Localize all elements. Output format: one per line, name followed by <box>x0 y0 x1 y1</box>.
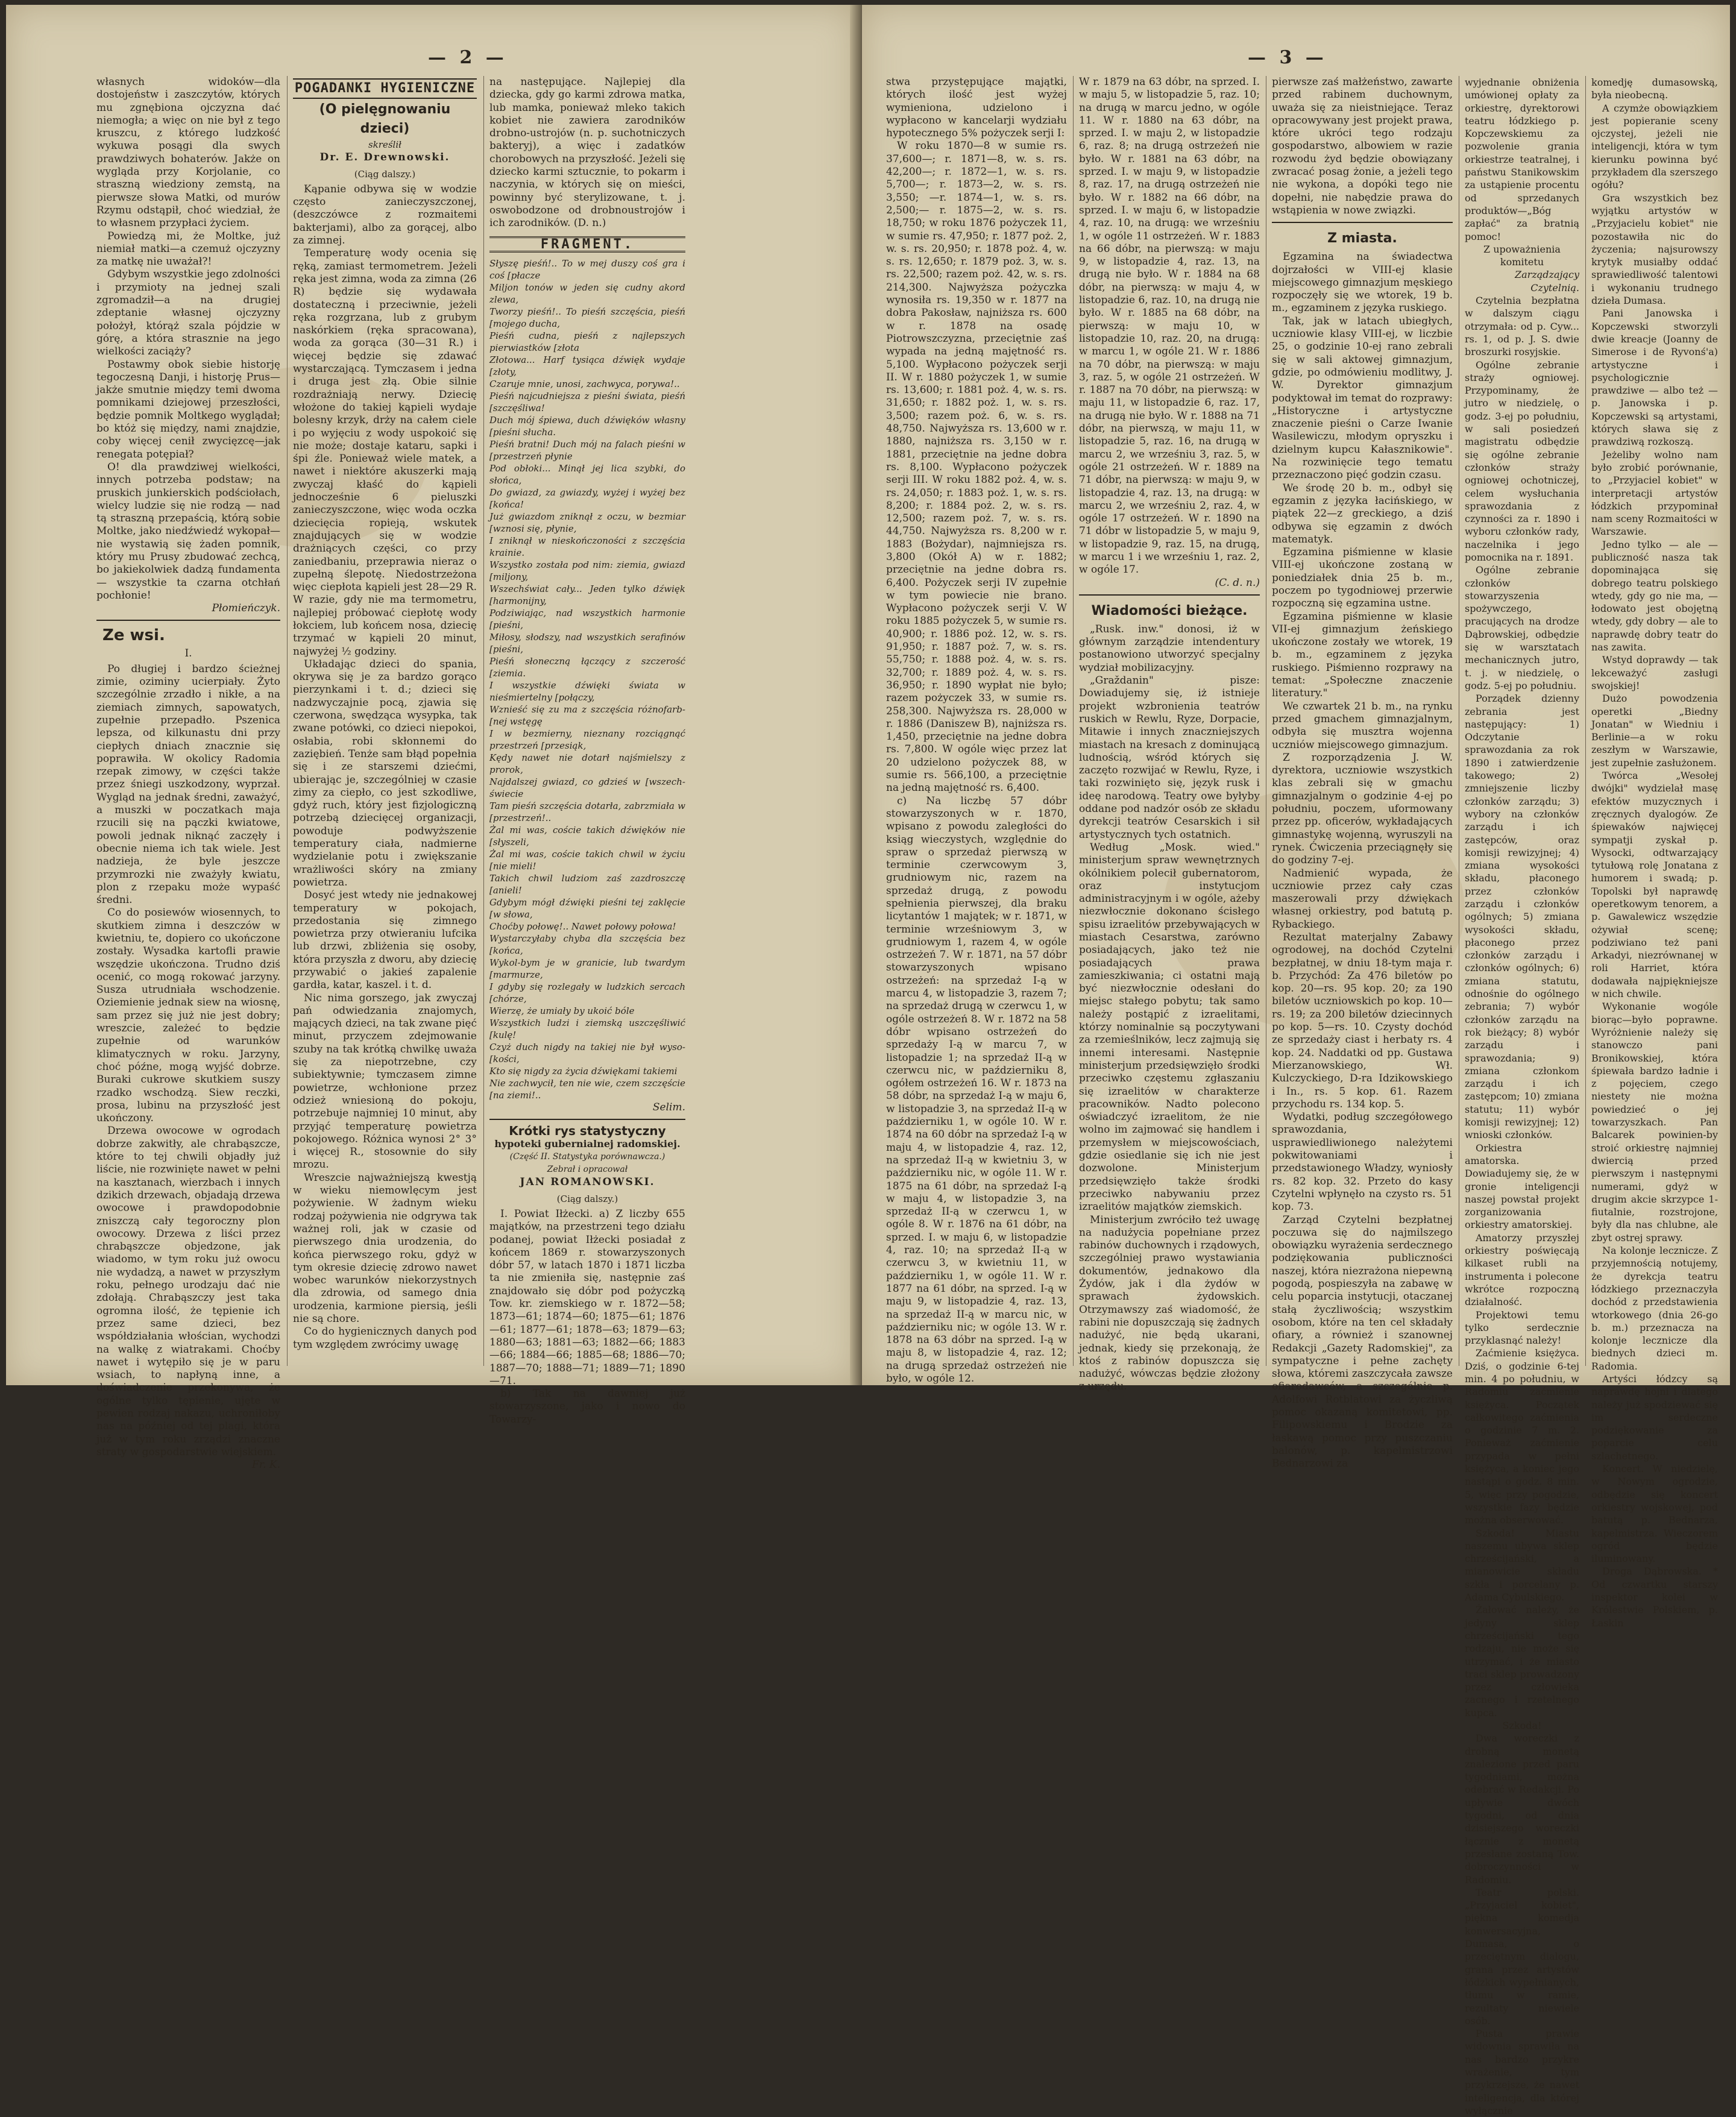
article-text: W roku 1870—8 w sumie rs. 37,600—; r. 1871—8, w. s. rs. 42,200—; r. 1872—1, w. s. rs. 5,700—; r. 1873—2, w. s. rs. 3,550; —r. 1874—1, w. s. rs. 2,500;— r. 1875—2, w. s. rs. 18,750; w roku 1876 pożyczek 11, w sumie rs. 47,950; r. 1877 poż. 2, w. s. rs. 20,950; r. 1878 poż. 4, w. s. rs. 12,650; r. 1879 poż. 3, w. s. rs. 22,500; razem poż. 42, w. s. rs. 214,300. Najwyższa pożyczka wynosiła rs. 19,350 w r. 1877 na dobra Pakosław, najniższa rs. 600 w r. 1878 na osadę Piotrowszczyzna, przeciętnie zaś wypada na jedną majętność rs. 5,100. Wypłacono pożyczek serji II. W r. 1880 pożyczek 1, w sumie rs. 13,600; r. 1881 poż. 4, w. s. rs. 31,650; r. 1882 poż. 1, w. s. rs. 3,500; razem poż. 6, w. s. rs. 48,750. Najwyższa rs. 13,600 w r. 1880, najniższa rs. 3,150 w r. 1881, przeciętnie na jedne dobra rs. 8,100. Wypłacono pożyczek serji III. W roku 1882 poż. 4, w. s. rs. 24,050; r. 1883 poż. 1, w. s. rs. 8,200; r. 1884 poż. 2, w. s. rs. 12,500; razem poż. 7, w. s. rs. 44,750. Najwyższa rs. 8,200 w r. 1883 (Bożydar), najmniejsza rs. 3,800 (Okół A) w r. 1882; przeciętnie na jedne dobra rs. 6,400. Pożyczek serji IV zupełnie w tym powiecie nie brano. Wypłacono pożyczek serji V. W roku 1885 pożyczek 5, w sumie rs. 40,900; r. 1886 poż. 12, w. s. rs. 91,950; r. 1887 poż. 7, w. s. rs. 55,750; r. 1888 poż. 4, w. s. rs. 32,700; r. 1889 poż. 4, w. s. rs. 36,950; r. 1890 wypłat nie było; razem pożyczek 33, w sumie rs. 258,300. Najwyższa rs. 28,000 w r. 1886 (Daniszew B), najniższa rs. 1,450, przeciętnie na jedne dobra rs. 7,800. W ogóle więc przez lat 20 udzielono pożyczek 88, w sumie rs. 566,100, a przeciętnie na jedną majętność rs. 6,400. <box>886 140 1067 794</box>
article-text: I. Powiat Iłżecki. a) Z liczby 655 majątków, na przestrzeni tego działu podanej, powiat Iłżecki posiadał z końcem 1869 r. stowarzyszonych dóbr 57, w latach 1870 i 1871 liczba ta nie zmieniła się, następnie zaś znajdowało się dóbr pod pożyczką Tow. kr. ziemskiego w r. 1872—58; 1873—61; 1874—60; 1875—61; 1876—61; 1877—61; 1878—63; 1879—63; 1880—63; 1881—63; 1882—66; 1883—66; 1884—66; 1885—68; 1886—70; 1887—70; 1888—71; 1889—71; 1890—71. <box>489 1207 685 1387</box>
article-title: POGADANKI HYGIENICZNE <box>293 78 477 99</box>
column-rule <box>287 76 288 1366</box>
article-text: Temperaturę wody ocenia się ręką, zamiast termometrem. Jeżeli ręka jest zimna, woda za zimna (26 R) będzie się wydawała dostateczną i przeciwnie, jeżeli ręka rozgrzana, lub z grubym naskórkiem (ręka spracowana), woda za gorąca (30—31 R.) i więcej będzie się zdawać wystarczającą. Tymczasem i jedna i druga jest złą. Obie silnie rozdrażniają nerwy. Dziecię włożone do takiej kąpieli wydaje bolesny krzyk, drży na całem ciele i po wyjęciu z wody uspokoić się nie może; dostaje kataru, sapki i śpi źle. Ponieważ wiele matek, a nawet i niektóre akuszerki mają zwyczaj kłaść do kąpieli jednocześnie 6 pieluszki zanieczyszczone, więc woda oczka dziecięcia ropieją, wskutek znajdujących się w wodzie drażniących części, co przy zaniedbaniu, przeprawia nieraz o zupełną ślepotę. Niedostrzeżona więc ciepłota kąpieli jest 28—29 R. W razie, gdy nie ma termometru, najlepiej próbować ciepłotę wody łokciem, lub końcem nosa, dziecię trzymać w kąpieli 20 minut, najwyżej ½ godziny. <box>293 247 477 658</box>
poem-line: I gdyby się rozlegały w ludzkich sercach [chórze, <box>489 981 685 1004</box>
poem-line: Słyszę pieśń!.. To w mej duszy coś gra i coś [płacze <box>489 257 685 281</box>
news-item: Szkoda! <box>1502 1720 1542 1731</box>
news-item: Amatorzy przyszłej orkiestry poświęcają kilkaset rubli na instrumenta i polecone wkrótce rozpoczną działalność. <box>1465 1232 1579 1308</box>
news-item: Wydatki, podług szczegółowego sprawozdania, usprawiedliwionego należytemi pokwitowaniami i przedstawionego Władzy, wyniosły rs. 82 kop. 32. Przeto do kasy Czytelni wpłynęło na czysto rs. 51 kop. 73. <box>1272 1111 1453 1213</box>
article-text: Drzewa owocowe w ogrodach dobrze zakwitły, ale chrabąszcze, które to tej chwili objadły już liście, nie rozwinięte nawet w pełni na kasztanach, wierzbach i innych dzikich drzewach, objadają drzewa owocowe i prawdopodobnie zniszczą cały tegoroczny plon owocowy. Drzewa z liści przez chrabąszcze objedzone, jak wiadomo, w tym roku już owocu nie wydadzą, a nawet w przyszłym roku, pełnego urodzaju dać nie zdołają. Chrabąszczy jest taka ogromna ilość, że tępienie ich przez same dzieci, bez współdziałania włościan, wychodzi na walkę z wiatrakami. Choćby nawet i wytępiło się je w paru wsiach, to napłyną inne, a doświadczenie przekonywa, że ogólne tylko tępienie, ujęte w pewien rodzaj nakazu, uchroniłoby nas na później od tej plagi, która już w tym roku zrządzi znaczne straty w gospodarstwie wiejskiem. <box>96 1125 280 1458</box>
section-number: I. <box>184 647 192 660</box>
news-item: Koncert. W niedzielę, w Nowym ogrodzie, odbędzie się koncert orkiestry wojskowej, pod batutą p. Bednarza, kapelmistrza. Wieczorem ogród będzie iluminowany. <box>1591 1463 1718 1565</box>
news-item: Orkiestra amatorska. Dowiadujemy się, że w gronie inteligencji naszej powstał projekt zorganizowania orkiestry amatorskiej. <box>1465 1142 1579 1231</box>
signature: Płomieńczyk. <box>212 602 280 615</box>
news-item: komedję dumasowską, była nieobecną. <box>1591 77 1718 101</box>
newspaper-spread <box>6 5 1730 2116</box>
poem-line: Pieśń bratni! Duch mój na falach pieśni w [przestrzeń płynie <box>489 438 685 462</box>
poem-line: Najdalszej gwiazd, co gdzieś w [wszech- świecie <box>489 776 685 799</box>
poem-line: Żal mi was, coście takich dźwięków nie [słyszeli, <box>489 824 685 848</box>
stat-subtitle: hypoteki gubernialnej radomskiej. <box>494 1138 681 1150</box>
article-text: Wreszcie najważniejszą kwestją w wieku niemowlęcym jest pożywienie. W żadnym wieku rodzaj pożywienia nie odgrywa tak ważnej roli, jak w czasie od pierwszego dnia urodzenia, do końca pierwszego roku, gdyż w tym okresie dziecię zdrowo nawet wobec warunków niekorzystnych dla zdrowia, od samego dnia urodzenia, karmione piersią, jeśli nie są chore. <box>293 1171 477 1326</box>
news-item: Wykonanie wogóle biorąc—było poprawne. Wyróżnienie należy się stanowczo pani Bronikowskiej, która śpiewała bardzo ładnie i z pojęciem, czego niestety nie można powiedzieć o jej towarzyszkach. Pan Balcarek powinien-by stroić orkiestrę najmniej dwiercią przed pierwszym i następnymi numerami, gdyż w drugim akcie skrzypce 1-fiutalnie, rozstrojone, były dla nas chlubne, ale zbyt ostrej sprawy. <box>1591 1001 1718 1244</box>
article-text: Co do hygienicznych danych pod tym względem zwrócimy uwagę <box>293 1326 477 1351</box>
poem-line: Żal mi was, coście takich chwil w życiu [nie mieli! <box>489 848 685 872</box>
fragment-title: FRAGMENT. <box>489 236 685 253</box>
page-number-left: — 2 — <box>428 47 508 68</box>
news-item: Projektowi temu tylko serdecznie przyklasnąć należy! <box>1465 1309 1579 1347</box>
article-text: Dosyć jest wtedy nie jednakowej temperatury w pokojach, przedostania się zimnego powietrza przy otwieraniu lufcika lub drzwi, zbliżenia się osoby, która przyszła z dworu, aby dziecię przywabić o jakieś zapalenie gardła, katar, kaszel. i t. d. <box>293 889 477 992</box>
poem-line: I zniknął w nieskończoności z szczęścia krainie. <box>489 535 685 558</box>
news-item: Jedno tylko — ale — publiczność nasza tak dopominająca się dobrego teatru polskiego wtedy, gdy go nie ma, — łodowato jest obojętną wtedy, gdy dobry — ale to naprawdę dobry teatr do nas zawita. <box>1591 538 1718 653</box>
article-text: stwa przystępujące majątki, których ilość jest wyżej wymieniona, udzielono i wypłacono w kancelarji wydziału hypotecznego 5% pożyczek serji I: <box>886 76 1067 140</box>
stat-part: (Część II. Statystyka porównawcza.) <box>509 1151 665 1162</box>
section-title: Ze wsi. <box>102 626 165 645</box>
poem-line: Miljon tonów w jeden się cudny akord zlewa, <box>489 282 685 305</box>
article-text: c) Na liczbę 57 dóbr stowarzyszonych w r. 1870, wpisano z powodu zaległości do ksiąg wieczystych, względnie do spraw o sprzedaż pierwszą w terminie czerwcowym 3, grudniowym nic, razem na sprzedaż drugą, z powodu spełnienia pierwszej, dla braku licytantów 1 majątek; w r. 1871, w terminie wrześniowym 3, w grudniowym 1, razem 4, w ogóle ostrzeżeń 7. W r. 1871, na 57 dóbr stowarzyszonych wpisano ostrzeżeń: na sprzedaż I-ą w marcu 4, w listopadzie 3, razem 7; na sprzedaż drugą w czerwcu 1, w ogóle ostrzeżeń 8. W r. 1872 na 58 dóbr wpisano ostrzeżeń do sprzedaży I-ą w marcu 7, w listopadzie 1; na sprzedaż II-ą w czerwcu nic, w październiku 8, ogółem ostrzeżeń 16. W r. 1873 na 58 dóbr, na sprzedaż I-ą w maju 6, w listopadzie 3, na sprzedaż II-ą w październiku 1, w ogóle 10. W r. 1874 na 60 dóbr na sprzedaż I-ą w maju 4, w listopadzie 4, raz. 12, na sprzedaż II-ą w kwietniu 3, w październiku nic, w ogóle 11. W r. 1875 na 61 dóbr, na sprzedaż I-ą w maju 4, w listopadzie 3, na sprzedaż II-ą w czerwcu 1, w ogóle 8. W r. 1876 na 61 dóbr, na sprzed. I. w maju 6, w listopadzie 4, raz. 10; na sprzedaż II-ą w czerwcu 3, w kwietniu 11, w październiku 1, w ogóle 11. W r. 1877 na 61 dóbr, na sprzed. I-ą w maju 9, w listopadzie 4, raz. 13, na sprzedaż II-ą w marcu nic, w październiku nic; w ogóle 13. W r. 1878 na 63 dóbr na sprzed. I-ą w maju 8, w listopadzie 4, raz. 12; na drugą sprzedaż ostrzeżeń nie było, w ogóle 12. <box>886 794 1067 1385</box>
right-col-5 <box>1591 76 1718 1629</box>
poem-line: Duch mój śpiewa, duch dźwięków własny [pieśni słucha. <box>489 414 685 438</box>
divider <box>489 1119 685 1120</box>
news-item: „Rusk. inw." donosi, iż w głównym zarządzie intendentury postanowiono utworzyć specjalny wydział mobilizacyjny. <box>1079 623 1260 674</box>
news-item: Pani Janowska i Kopczewski stworzyli dwie kreacje (Joanny de Simerose i de Ryvonś'a) artystyczne i psychologicznie prawdziwe — albo też — p. Janowska i p. Kopczewski są artystami, których sława się z prawdziwą rozkoszą. <box>1591 307 1718 448</box>
poem-line: Miłosy, słodszy, nad wszystkich serafinów [pieśni, <box>489 631 685 655</box>
news-item: Rezultat materjalny Zabawy ogrodowej, na dochód Czytelni bezpłatnej, w dniu 18-tym maja r. b. Przychód: Za 476 biletów po kop. 20—rs. 95 kop. 20; za 190 biletów uczniowskich po kop. 10—rs. 19; za 200 biletów dziecinnych po kop. 5—rs. 10. Czysty dochód ze sprzedaży ciast i herbaty rs. 4 kop. 24. Naddatki od pp. Gustawa Mierzanowskiego, Wł. Kulczyckiego, D-ra Idzikowskiego i In., rs. 5 kop. 61. Razem przychodu rs. 134 kop. 5. <box>1272 931 1453 1110</box>
article-text: O! dla prawdziwej wielkości, innych potrzeba podstaw; na pruskich junkierskich podściołach, wielcy ludzie się nie rodzą — nad tą straszną przepaścią, którą sobie Moltke, jako niedźwiedź wykopał—nie wystawią się żaden pomnik, który mu Prusy zbudować zechcą, bo jakiekolwiek dadzą fundamenta — wszystkie ta czarna otchłań pochłonie! <box>96 461 280 602</box>
right-col-1 <box>886 76 1067 1385</box>
news-item: Dużo powodzenia operetki „Biedny Jonatan" w Wiedniu i Berlinie—a w roku zeszłym w Warszawie, jest zupełnie zasłużonem. <box>1591 693 1718 769</box>
signature: Zarządzający Czytelnią. <box>1515 269 1579 294</box>
news-item: Twórca „Wesołej dwójki" wydzielał masę efektów muzycznych i zręcznych dyalogów. Ze śpiewaków najwięcej sympatji zyskał p. Wysocki, odtwarzający tytułową rolę Jonatana z humorem i swadą; p. Topolski był naprawdę operetkowym tenorem, a p. Gawalewicz wszędzie ożywiał scenę; podziwiano też pani Arkadyi, niezrównanej w roli Harriet, która dodawała najpiękniejsze w nich chwile. <box>1591 770 1718 1000</box>
page-number-right: — 3 — <box>1248 47 1327 68</box>
article-text: własnych widoków—dla dostojeństw i zaszczytów, których mu zgnębiona ojczyzna dać niemogła; a więc on nie był z tego kruszcu, z którego ludzkość wykuwa posągi dla swych prawdziwych bohaterów. Jakże on wygląda przy Korjolanie, co straszną wiedziony zemstą, na pierwsze słowa Matki, od murów Rzymu odstąpił, choć wiedział, że to własnem przypłaci życiem. <box>96 76 280 230</box>
poem-line: Czyż duch nigdy na takiej nie był wyso- [kości, <box>489 1041 685 1065</box>
section-title: Z miasta. <box>1327 231 1397 247</box>
news-item: wyjednanie obniżenia umówionej opłaty za orkiestrę, dyrektorowi teatru łódzkiego p. Kopczewskiemu za pozwolenie grania orkiestrze teatralnej, i państwu Stanikowskim za ustąpienie procentu od sprzedanych produktów—„Bóg zapłać" za bratnią pomoc! <box>1465 77 1579 242</box>
poem-line: Wystarczyłaby chyba dla szczęścia bez [końca, <box>489 933 685 956</box>
news-item: Ministerjum zwróciło też uwagę na nadużycia popełniane przez rabinów duchownych i rządowych, szczególniej prawo wystawiania dokumentów, jednakowo dla Żydów, jak i dla żydów w sprawach żydowskich. Otrzymawszy zaś wiadomość, że rabini nie dopuszczają się żadnych nadużyć, nie będą ukarani, jednak, kiedy się przekonają, że ktoś z rabinów dopuszcza się nadużyć, wówczas będzie złożony z urzędu. <box>1079 1213 1260 1393</box>
poem-line: Tworzy pieśń!.. To pieśń szczęścia, pieśń [mojego ducha, <box>489 306 685 329</box>
stat-title: Krótki rys statystyczny <box>509 1124 666 1139</box>
signature: Fr. K. <box>252 1459 280 1471</box>
article-subtitle: (O pielęgnowaniu dzieci) <box>319 102 451 136</box>
news-item: Zaćmienie księżyca. Dziś, o godzinie 6-tej min. 4 po południu, w Radomiu zaćmienie księżyca. Początek całkowitego zaćmienia o godzinie 7 m. 2. Ponieważ zaćmienie przypada w pełni księżyca, a koniec jego nastąpi o godz. 8 min. 5, więc przy pogodzie, wszystkie fazy będzie można obserwować. <box>1465 1347 1579 1526</box>
poem-line: I w bezmierny, nieznany rozciągnąć przestrzeń [przesiąk, <box>489 728 685 751</box>
news-item: Teatr polski. „Przyjaciel kobiet", piękna komedja konwersacyjna, Dumasa, o przeciętnym dialogu, grana przez artystów łódzkich wypełnianych, tłumu w ramie, rezultaty niewiele osób. <box>1465 1886 1579 2027</box>
poem-line: Pieśń cudna, pieśń z najlepszych pierwiastków [złota <box>489 330 685 353</box>
news-item: „Graždanin" pisze: Dowiadujemy się, iż istnieje projekt wzbronienia teatrów ruskich w Rewlu, Ryze, Dorpacie, Mitawie i innych znaczniejszych miastach na kresach z dominującą ludnością, wśród których się zaczęto rozwijać w Rewlu, Ryze, i taki rozwinięto się, język rusk i ideę narodową. Teatry owe byłyby oddane pod nadzór osób ze składu dyrekcji teatrów Cesarskich i sił artystycznych tych ostatnich. <box>1079 675 1260 841</box>
poem-line: Czaruje mnie, unosi, zachwyca, porywa!.. <box>489 378 680 389</box>
poem-line: Złotowa... Harf tysiąca dźwięk wydaje [złoty, <box>489 354 685 377</box>
news-item: We środę 20 b. m., odbył się egzamin z języka łacińskiego, w piątek 22—z greckiego, a dziś odbywa się egzamin z dwóch matematyk. <box>1272 482 1453 546</box>
byline-label: skreślił <box>368 139 401 150</box>
poem-line: I wszystkie dźwięki świata w nieśmiertelny [połączy, <box>489 679 685 703</box>
poem-line: Wszystkich ludzi i ziemską uszczęśliwić [kulę! <box>489 1017 685 1040</box>
poem-line: Pod obłoki... Minął jej lica szybki, do słońca, <box>489 462 685 486</box>
news-item: Tak, jak w latach ubiegłych, uczniowie klasy VIII-ej, w liczbie 25, o godzinie 10-ej rano zebrali się w sali aktowej gimnazjum, gdzie, po odmówieniu modlitwy, J. W. Dyrektor gimnazjum podyktował im temat do rozprawy: „Historyczne i artystyczne znaczenie pieśni o Carze Iwanie Wasilewiczu, młodym opryszku i dzielnym kupcu Kałasznikowie". Na rozwinięcie tego tematu przeznaczono pięć godzin czasu. <box>1272 315 1453 482</box>
news-item: We czwartek 21 b. m., na rynku przed gmachem gimnazjalnym, odbyła się musztra wojenna uczniów miejscowego gimnazjum. <box>1272 700 1453 751</box>
poem-line: Wszechświat cały... Jeden tylko dźwięk [harmonijny, <box>489 583 685 606</box>
column-rule <box>1585 76 1586 1366</box>
news-item: Porządek dzienny zebrania jest następujący: 1) Odczytanie sprawozdania za rok 1890 i zatwierdzenie takowego; 2) zmniejszenie liczby członków zarządu; 3) wybory na członków zarządu i ich zastępców, oraz komisji rewizyjnej; 4) zmiana wysokości składu, płaconego przez członków zarządu i członków ogólnych; 5) zmiana wysokości składu, płaconego przez członków zarządu i członków ogólnych; 6) zmiana statutu, odnośnie do ogólnego zebrania; 7) wybór członków zarządu na rok bieżący; 8) wybór zarządu i sprawozdania; 9) zmiana członkom zarządu i ich zastępcom; 10) zmiana statutu; 11) wybór komisji rewizyjnej; 12) wnioski członków. <box>1465 693 1579 1141</box>
right-col-4 <box>1465 76 1579 2116</box>
poem-line: Podziwiając, nad wszystkich harmonie [pieśni, <box>489 607 685 631</box>
news-item: Ogólne zebranie członków stowarzyszenia spożywczego, pracujących na drodze Dąbrowskiej, odbędzie się w warsztatach mechanicznych jutro, t. j. w niedzielę, o godz. 5-ej po południu. <box>1465 564 1579 691</box>
news-item: Ogólne zebranie straży ogniowej. Przypominamy, że jutro w niedzielę, o godz. 3-ej po południu, w sali posiedzeń magistratu odbędzie się ogólne zebranie członków straży ogniowej ochotniczej, celem wysłuchania sprawozdania z czynności za r. 1890 i wyboru członków rady, naczelnika i jego pomocnika na r. 1891. <box>1465 359 1579 563</box>
byline-author: Dr. E. Drewnowski. <box>319 151 450 164</box>
news-item: Jeżeliby wolno nam było zrobić porównanie, to „Przyjaciel kobiet" w interpretacji artystów łódzkich przypominał nam sceny Rozmaitości w Warszawie. <box>1591 448 1718 538</box>
news-item: Egzamina piśmienne w klasie VII-ej gimnazjum żeńskiego ukończone zostały we wtorek, 19 b. m., egzaminem z języka ruskiego. Piśmienno rozprawy na temat: „Społeczne znaczenie literatury." <box>1272 610 1453 700</box>
divider <box>96 620 280 621</box>
continued-note: (Ciąg dalszy.) <box>354 168 416 180</box>
poem-line: Tam pieśń szczęścia dotarła, zabrzmiała w [przestrzeń!.. <box>489 800 685 823</box>
poem-line: Kędy nawet nie dotarł najśmielszy z prorok, <box>489 752 685 775</box>
left-col-3 <box>489 76 685 1426</box>
article-text: Powiedzą mi, że Moltke, już niemiał matki—a czemuż ojczyzny za matkę nie uważał?! <box>96 230 280 268</box>
column-rule <box>483 76 484 1366</box>
article-text: Układając dzieci do spania, okrywa się je za bardzo gorąco pierzynkami i t. d.; dzieci się nadzwyczajnie pocą, zjawia się czerwona, swędząca wysypka, tak zwane potówki, co dzieci niepokoi, osłabia, robi skłonnemi do zaziębień. Tenże sam błąd popełnia się i ze starszemi dziećmi, ubierając je, szczególniej w czasie zimy za ciepło, co jest szkodliwe, gdyż ruch, który jest fizjologiczną potrzebą dziecięcej organizacji, powoduje podwyższenie temperatury ciała, nadmierne wydzielanie potu i zwiększanie wrażliwości skóry na zmiany powietrza. <box>293 658 477 889</box>
signature: Z upoważnienia komitetu <box>1483 243 1561 268</box>
news-item: Żałować należy, że jedyny sklep chrześcijański tego rodzaju, nie może się utrzymać, i że miasto traci sklep prowadzony przez człowieka zacnego i rzetelnego kupca. <box>1465 1604 1579 1719</box>
news-item: Egzamina piśmienne w klasie VIII-ej ukończone zostaną w poniedziałek dnia 25 b. m., poczem po tygodniowej przerwie rozpoczną się egzamina ustne. <box>1272 546 1453 610</box>
poem-line: Już gwiazdom zniknął z oczu, w bezmiar [wznosi się, płynie, <box>489 511 685 534</box>
article-text: Co do posiewów wiosennych, to skutkiem zimna i deszczów w kwietniu, te, dopiero co ukończone zostały. Wysadka kartofli prawie wszędzie ukończona. Trudno dziś ocenić, co mogą rokować jarzyny. Susza utrudniała wschodzenie. Oziemienie jednak siew na wiosnę, sam przez się już nie jest dobry; wreszcie, zależeć to będzie zupełnie od warunków klimatycznych w roku. Jarzyny, choć późne, mogą wyjść dobrze. Buraki cukrowe skutkiem suszy rzadko wschodzą. Siew reczki, prosa, lubinu na przyszłość jest ukończony. <box>96 907 280 1125</box>
news-item: Gra wszystkich bez wyjątku artystów w „Przyjacielu kobiet" nie pozostawiła nic do życzenia; najsurowszy krytyk musiałby oddać sprawiedliwość talentowi i wykonaniu trudnego dzieła Dumasa. <box>1591 192 1718 307</box>
article-text: b) Tak na dawniej już stowarzyszone, jako i nowo do Towarzy- <box>489 1388 685 1426</box>
column-rule <box>1073 76 1074 1366</box>
stat-author: JAN ROMANOWSKI. <box>520 1176 655 1189</box>
article-text: W r. 1879 na 63 dóbr, na sprzed. I. w maju 5, w listopadzie 5, raz. 10; na drugą w marcu jedno, w ogóle 11. W r. 1880 na 63 dóbr, na sprzed. I. w maju 2, w listopadzie 6, raz. 8; na drugą ostrzeżeń nie było. W r. 1881 na 63 dóbr, na sprzed. I. w maju 9, w listopadzie 8, raz. 17, na drugą ostrzeżeń nie było. W r. 1882 na 66 dóbr, na sprzed. I. w maju 6, w listopadzie 4, raz. 10, na drugą: we wrześniu 1, w ogóle 11 ostrzeżeń. W r. 1883 na 66 dóbr, na pierwszą: w maju 9, w listopadzie 4, raz. 13, na drugą nie było. W r. 1884 na 68 dóbr, na pierwszą: w maju 4, w listopadzie 6, raz. 10, na drugą nie było. W r. 1885 na 68 dóbr, na pierwszą: w maju 10, w listopadzie 10, raz. 20, na drugą: w marcu 1, w ogóle 21. W r. 1886 na 70 dóbr, na pierwszą: w maju 3, raz. 5, w ogóle 21 ostrzeżeń. W r. 1887 na 70 dóbr, na pierwszą: w maju 11, w listopadzie 6, raz. 17, na drugą nie było. W r. 1888 na 71 dóbr, na pierwszą, w maju 11, w listopadzie 5, raz. 16, na drugą w marcu 2, we wrześniu 3, raz. 5, w ogóle 21 ostrzeżeń. W r. 1889 na 71 dóbr, na pierwszą: w maju 9, w listopadzie 4, raz. 13, na drugą: w marcu 2, we wrześniu 2, raz. 4, w ogóle 17 ostrzeżeń. W r. 1890 na 71 dóbr w listopadzie 5, w maju 9, w listopadzie 9, raz. 15, na drugą, w marcu 1 i we wrześniu 1, raz. 2, w ogóle 17. <box>1079 76 1260 576</box>
right-col-3 <box>1272 76 1453 1470</box>
news-item: Zarząd Czytelni bezpłatnej poczuwa się do najmilszego obowiązku wyrażenia serdecznego podziękowania publiczności naszej, która niezrażona niepewną pogodą, pospieszyła na zabawę w celu poparcia instytucji, otaczanej stałą życzliwością; wszystkim osobom, które na ten cel składały ofiary, a również i szanownej Redakcji „Gazety Radomskiej", za sympatyczne i pełne zachęty słowa, któremi zaszczycała zawsze ofiarodawców, a szczególnie p. Adolfowi Rotblatowi za życzliwą pomoc okazaną komitetowi, pp. Filipowskiemu i Brodzie za łaskawą pomoc przy puszczaniu balonów, p. kapelmistrzowi Bednarzowi za <box>1272 1213 1453 1470</box>
news-item: Szkoda! Miastu naszemu ubywa sklep chrześcijański, a mianowicie składu szkła i porcelany p. Adama Cybulskiego. <box>1465 1527 1579 1603</box>
article-text: Gdybym wszystkie jego zdolności i przymioty na jednej szali zgromadził—a na drugiej zdeptanie własnej ojczyzny położył, którąż szala pójdzie w górę, a która strasznie na jego wielkości zaciąży? <box>96 268 280 358</box>
continued-note: (Ciąg dalszy.) <box>556 1193 618 1204</box>
news-item: Według „Mosk. wied." ministerjum spraw wewnętrznych okólnikiem polecił gubernatorom, oraz instytucjom administracyjnym i w ogóle, ażeby niezwłocznie dokonano ścisłego spisu izraelitów przebywających w miastach Cesarstwa, zarówno posiadających, jako też nie posiadających prawa zamieszkiwania; ci ostatni mają być niezwłocznie odesłani do miejsc stałego pobytu; tak samo należy postąpić z izraelitami, którzy nominalnie są poczytywani za rzemieślników, lecz zajmują się innemi interesami. Następnie ministerjum przedsięwzięło środki przeciwko częstemu zgłaszaniu się izraelitów w charakterze pracowników. Nadto polecono oświadczyć izraelitom, że nie wolno im zajmować się handlem i przemysłem w miejscowościach, gdzie osiedlanie się ich nie jest dozwolone. Ministerjum przedsięwzięło także środki przeciwko nabywaniu przez izraelitów majątków ziemskich. <box>1079 841 1260 1213</box>
poem-line: Takich chwil ludziom zaś zazdroszczę [anieli! <box>489 872 685 896</box>
continued-note: (C. d. n.) <box>1215 576 1260 589</box>
poem-line: Do gwiazd, za gwiazdy, wyżej i wyżej bez [końca! <box>489 486 685 510</box>
left-col-1 <box>96 76 280 1471</box>
news-item: A czymże obowiązkiem jest popieranie sceny ojczystej, jeżeli nie inteligencji, która w tym kierunku powinna być przykładem dla szerszego ogółu? <box>1591 102 1718 191</box>
article-text: Po długiej i bardzo ścieżnej zimie, oziminy ucierpiały. Żyto szczególnie zrzadło i nikłe, a na ziemiach zimnych, sapowatych, zupełnie przepadło. Pszenica lepsza, od kilkunastu dni przy ciepłych dniach znacznie się poprawiła. W okolicy Radomia rzepak zimowy, w części także przez śniegi uszkodzony, wyprzał. Wygląd na jednak średni, zaważyć, a muszki w poczatkach maja rzucili się na pączki kwiatowe, powoli jednak niknąć zaczęły i obecnie niema ich tak wiele. Jest nadzieja, że byle jeszcze przymrozki nie zważyły kwiatu, plon z rzepaku może wypaść średni. <box>96 662 280 907</box>
news-item: Egzamina na świadectwa dojrzałości w VIII-ej klasie miejscowego gimnazjum męskiego rozpoczęły się we wtorek, 19 b. m., egzaminem z języka ruskiego. <box>1272 251 1453 315</box>
left-col-2 <box>293 76 477 1366</box>
poem-line: Choćby połowę!.. Nawet połowy połowa! <box>489 920 676 932</box>
article-text: pierwsze zaś małżeństwo, zawarte przed rabinem duchownym, uważa się za nieistniejące. Teraz opracowywany jest projekt prawa, które ukróci tego rodzaju gospodarstwo, albowiem w razie rozwodu żyd będzie obowiązany zwracać posag żonie, a jeżeli tego nie wykona, a dopóki tego nie dopełni, nie nabędzie prawa do wstąpienia w nowe związki. <box>1272 76 1453 216</box>
stat-byline: Zebrał i opracował <box>547 1165 628 1175</box>
poem-line: Wykol-bym je w granicie, lub twardym [marmurze, <box>489 957 685 980</box>
poem-author: Selim. <box>652 1101 685 1113</box>
poem-line: Gdybym mógł dźwięki pieśni tej zaklęcie [w słowa, <box>489 896 685 920</box>
news-item: Czytelnia bezpłatna w dalszym ciągu otrzymała: od p. Cyw... rs. 1, od p. J. S. dwie broszurki rosyjskie. <box>1465 295 1579 358</box>
article-text: Postawmy obok siebie historję tegoczesną Danji, i historję Prus—jakże smutnie między temi dwoma pomnikami dziejowej przeszłości, będzie pomnik Moltkego wyglądał; bo któż się między, nami znajdzie, coby więcej cenił zwycięzcę—jak renegata potępiał? <box>96 358 280 461</box>
news-item: Z rozporządzenia J. W. dyrektora, uczniowie wszystkich klas zebrali się w gmachu gimnazjalnym o godzinie 4-ej po południu, poczem, uformowany przez pp. oficerów, wykładających gimnastykę wojenną, wyruszyli na rynek. Ćwiczenia przeciągnęły się do godziny 7-ej. <box>1272 751 1453 867</box>
poem-line: Wszystko została pod nim: ziemia, gwiazd [miljony, <box>489 559 685 582</box>
news-item: Dwa woreczki z drobną monetą znalezione przed paru tygodniami, można odebrać w Redakcji. Po upływie dwóch tygodni, od dnia dzisiejszego woreczki łącznie z monetą przesłane zostaną Tow. dobroczynności w Radomiu. <box>1465 1732 1579 1886</box>
divider <box>1272 222 1453 223</box>
section-title: Wiadomości bieżące. <box>1091 603 1248 618</box>
news-item: Droga Dąbrowska. * Od czwartku starszy inspektor kolei w Królestwie Polskiem, p. Łaskin <box>1591 1565 1718 1629</box>
news-item: Artyści łódzcy są naprawdę hojni i dlatego należy już spodziewać się im serdeczne podziękowanie za poparcie celu szlachetnego. <box>1591 1373 1718 1462</box>
poem-line: Pieśń najcudniejsza z pieśni świata, pieśń [szczęśliwa! <box>489 390 685 414</box>
article-text: Nic nima gorszego, jak zwyczaj pań odwiedzania znajomych, mających dzieci, na tak zwane pięć minut, przyczem zdejmowanie szuby na tak krótką chwilkę uważa się za niepotrzebne, czy subiektywnie; tymczasem zimne powietrze, wchłonione przez odzież wniesioną do pokoju, potrzebuje najmniej 10 minut, aby przyjąć temperaturę powietrza pokojowego. Różnica wynosi 2° 3° i więcej R., stosownie do siły mrozu. <box>293 992 477 1171</box>
news-item: Na kolonje lecznicze. Z przyjemnością notujemy, że dyrekcja teatru łódzkiego przeznaczyła dochód z przedstawienia wtorkowego (dnia 26-go b. m.) przeznacza na kolonje lecznicze dla biednych dzieci m. Radomia. <box>1591 1245 1718 1372</box>
poem-line: Wierzę, że umiały by ukoić bóle <box>489 1005 635 1016</box>
article-text: na następujące. Najlepiej dla dziecka, gdy go karmi zdrowa matka, lub mamka, ponieważ mleko takich kobiet nie zawiera zarodników drobno-ustrojów (n. p. suchotniczych bakteryj), a więc i zadatków chorobowych na przyszłość. Jeżeli się dziecko karmi sztucznie, to pokarm i naczynia, w których się on mieści, powinny być sterylizowane, t. j. oswobodzone od drobnoustrojów i ich zarodników. (D. n.) <box>489 76 685 230</box>
news-item: Pusta prawie widownia sprawiła na nas bardzo przykre wrażenie, tym przykrzejsze, że nawet inteligencja, dla której wyłącznie <box>1465 2028 1579 2116</box>
left-page <box>6 5 856 1471</box>
poem-line: Kto się nigdy za życia dźwiękami takiemi <box>489 1065 678 1077</box>
poem <box>489 257 685 1101</box>
news-item: Nadmienić wypada, że uczniowie przez cały czas maszerowali przy dźwiękach własnej orkiestry, pod batutą p. Rybackiego. <box>1272 867 1453 931</box>
divider <box>1079 594 1260 596</box>
poem-line: Nie zachwycił, ten nie wie, czem szczęście [na ziemi!.. <box>489 1077 685 1101</box>
poem-line: Wznieść się zu ma z szczęścia różnofarb- [nej wstęgę <box>489 703 685 727</box>
poem-line: Pieśń słoneczną łączący z szczerość [ziemia. <box>489 655 685 679</box>
news-item: Wstyd doprawdy — tak lekceważyć zasługi swojskiej! <box>1591 654 1718 691</box>
article-text: Kąpanie odbywa się w wodzie często zanieczyszczonej, (deszczówce z rozmaitemi bakterjami), albo za gorącej, albo za zimnej. <box>293 183 477 247</box>
right-page <box>862 5 1730 2116</box>
right-col-2 <box>1079 76 1260 1393</box>
